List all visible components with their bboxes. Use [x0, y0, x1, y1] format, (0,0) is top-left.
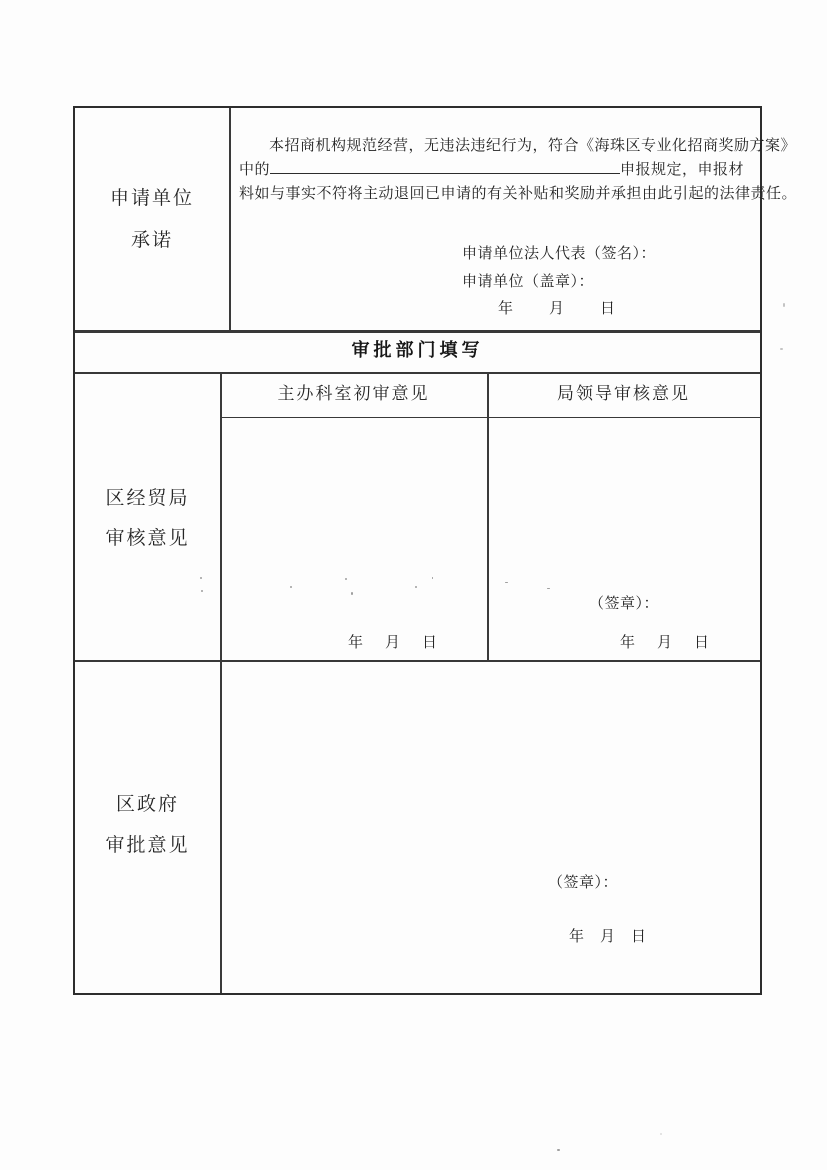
commitment-label-line2: 承诺 [130, 230, 173, 251]
scan-speck [290, 586, 292, 588]
scan-speck [351, 592, 353, 595]
month-label: 月 [600, 929, 616, 945]
scan-speck [557, 1149, 560, 1151]
month-label: 月 [657, 635, 673, 651]
year-label: 年 [620, 635, 636, 651]
year-label: 年 [498, 301, 514, 317]
government-approval-label-line1: 区政府 [115, 794, 179, 815]
day-label: 日 [600, 301, 616, 317]
scan-speck [505, 582, 508, 583]
column-divider-line [229, 108, 231, 330]
blank-underline-field [270, 158, 620, 174]
subheader-divider-line [220, 417, 760, 418]
bureau-review-label-line2: 审核意见 [105, 528, 190, 549]
row-divider-line [75, 330, 760, 333]
legal-representative-signature-line: 申请单位法人代表（签名）： [462, 246, 657, 262]
scan-speck [345, 578, 347, 580]
government-date-line [569, 927, 646, 947]
bureau-review-label-line1: 区经贸局 [105, 488, 190, 509]
day-label: 日 [694, 635, 710, 651]
year-label: 年 [569, 929, 585, 945]
commitment-paragraph-line3: 料如与事实不符将主动退回已申请的有关补贴和奖励并承担由此引起的法律责任。 [239, 186, 798, 202]
bureau-leader-opinion-header: 局领导审核意见 [557, 384, 690, 403]
scan-speck [780, 348, 783, 350]
scan-speck [432, 577, 433, 579]
scan-speck [415, 586, 417, 588]
government-seal-label: （签章）： [548, 875, 619, 891]
scan-speck [200, 577, 202, 579]
scan-speck [201, 590, 203, 592]
application-form-table [73, 106, 798, 995]
commitment-paragraph-line1: 本招商机构规范经营，无违法违纪行为，符合《海珠区专业化招商奖励方案》 [269, 138, 797, 154]
commitment-paragraph-line2 [239, 158, 763, 182]
government-approval-label-line2: 审批意见 [105, 835, 190, 856]
approval-section-header: 审批部门填写 [351, 340, 484, 360]
month-label: 月 [385, 635, 401, 651]
scan-speck [547, 588, 550, 589]
day-label: 日 [631, 929, 647, 945]
bureau-leader-seal-label: （签章）： [589, 596, 660, 612]
row-divider-line [75, 372, 760, 374]
column-divider-line [220, 372, 222, 993]
row-divider-line [75, 660, 760, 662]
year-label: 年 [348, 635, 364, 651]
paragraph-line2-prefix: 中的 [239, 162, 271, 178]
month-label: 月 [549, 301, 565, 317]
scan-speck [660, 1133, 662, 1135]
column-divider-line [487, 372, 489, 662]
scan-speck [783, 303, 785, 307]
dept-initial-opinion-header: 主办科室初审意见 [277, 384, 430, 403]
commitment-label-line1: 申请单位 [109, 188, 194, 209]
bureau-leader-date-line [620, 633, 709, 653]
commitment-date-line [498, 299, 615, 319]
day-label: 日 [422, 635, 438, 651]
unit-seal-line: 申请单位（盖章）： [462, 274, 595, 290]
dept-opinion-date-line [348, 633, 437, 653]
paragraph-line2-suffix: 申报规定，申报材 [620, 162, 745, 178]
